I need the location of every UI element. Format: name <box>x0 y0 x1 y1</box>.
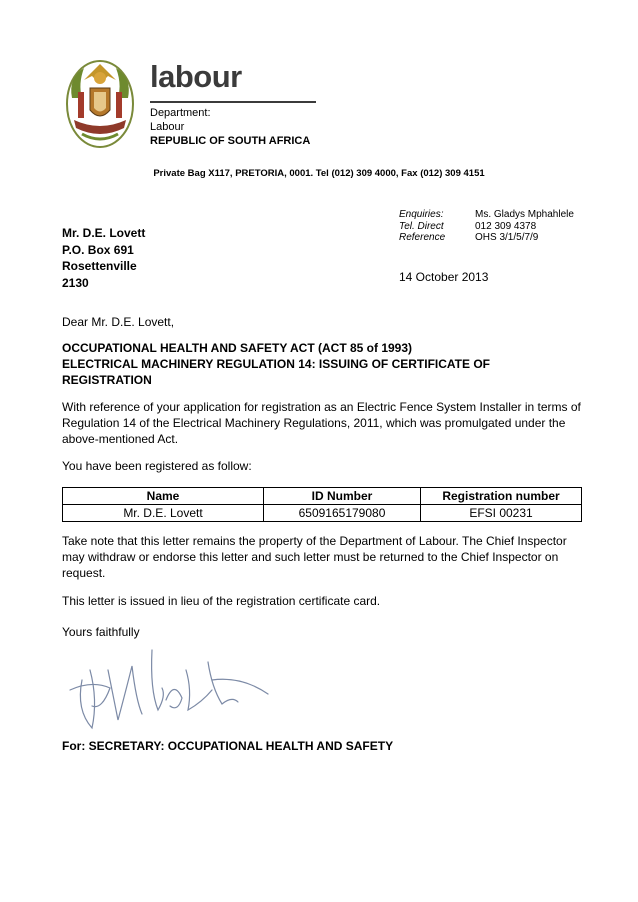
enquiries-value: OHS 3/1/5/7/9 <box>475 232 539 243</box>
paragraph-registered: You have been registered as follow: <box>62 459 252 473</box>
enquiries-row <box>399 221 574 233</box>
paragraph-reference: With reference of your application for registration as an Electric Fence System Installer in terms of Regulation 14 of the Electrical Machinery Regulations, 2011, which was promulgated under the above-mentioned Act. <box>62 400 581 446</box>
enquiries-value: Ms. Gladys Mphahlele <box>475 209 574 220</box>
registration-table <box>62 487 582 522</box>
enquiries-block <box>399 209 574 244</box>
recipient-suburb: Rosettenville <box>62 259 137 273</box>
enquiries-key: Enquiries: <box>399 209 444 220</box>
enquiries-row <box>399 232 574 244</box>
column-header: Name <box>63 488 264 505</box>
paragraph-property-note: Take note that this letter remains the property of the Department of Labour. The Chief Inspector may withdraw or endorse this letter and such letter must be returned to the Chief Inspector on request. <box>62 534 567 580</box>
salutation: Dear Mr. D.E. Lovett, <box>62 315 175 329</box>
coat-of-arms-logo <box>64 58 136 150</box>
table-cell-registration: EFSI 00231 <box>421 505 582 522</box>
handwritten-signature <box>62 640 292 735</box>
contact-address: Private Bag X117, PRETORIA, 0001. Tel (012) 309 4000, Fax (012) 309 4151 <box>153 168 485 179</box>
department-brand <box>150 59 311 147</box>
recipient-code: 2130 <box>62 275 89 290</box>
recipient-address <box>62 225 145 291</box>
enquiries-key: Tel. Direct <box>399 220 444 232</box>
letter-date: 14 October 2013 <box>399 270 489 284</box>
recipient-box: P.O. Box 691 <box>62 242 134 257</box>
table-row <box>63 505 582 522</box>
table-cell-name: Mr. D.E. Lovett <box>63 505 264 522</box>
column-header: ID Number <box>264 488 421 505</box>
recipient-name: Mr. D.E. Lovett <box>62 226 146 240</box>
subject-heading <box>62 340 582 388</box>
dept-line-3: REPUBLIC OF SOUTH AFRICA <box>150 135 311 147</box>
sign-off: Yours faithfully <box>62 625 140 639</box>
department-name <box>150 106 350 148</box>
dept-line-2: Labour <box>150 121 185 133</box>
table-cell-id: 6509165179080 <box>264 505 421 522</box>
enquiries-row <box>399 209 574 221</box>
closing-signatory: For: SECRETARY: OCCUPATIONAL HEALTH AND SAFETY <box>62 739 394 753</box>
enquiries-key: Reference <box>399 232 446 243</box>
table-header-row <box>63 488 582 505</box>
subject-line-2: ELECTRICAL MACHINERY REGULATION 14: ISSUING OF CERTIFICATE OF REGISTRATION <box>62 357 491 387</box>
enquiries-value: 012 309 4378 <box>475 220 537 232</box>
column-header: Registration number <box>421 488 582 505</box>
brand-divider <box>150 101 316 103</box>
brand-wordmark: labour <box>150 59 242 94</box>
subject-line-1: OCCUPATIONAL HEALTH AND SAFETY ACT (ACT 85 of 1993) <box>62 341 413 355</box>
paragraph-lieu: This letter is issued in lieu of the registration certificate card. <box>62 594 381 608</box>
dept-line-1: Department: <box>150 107 211 119</box>
